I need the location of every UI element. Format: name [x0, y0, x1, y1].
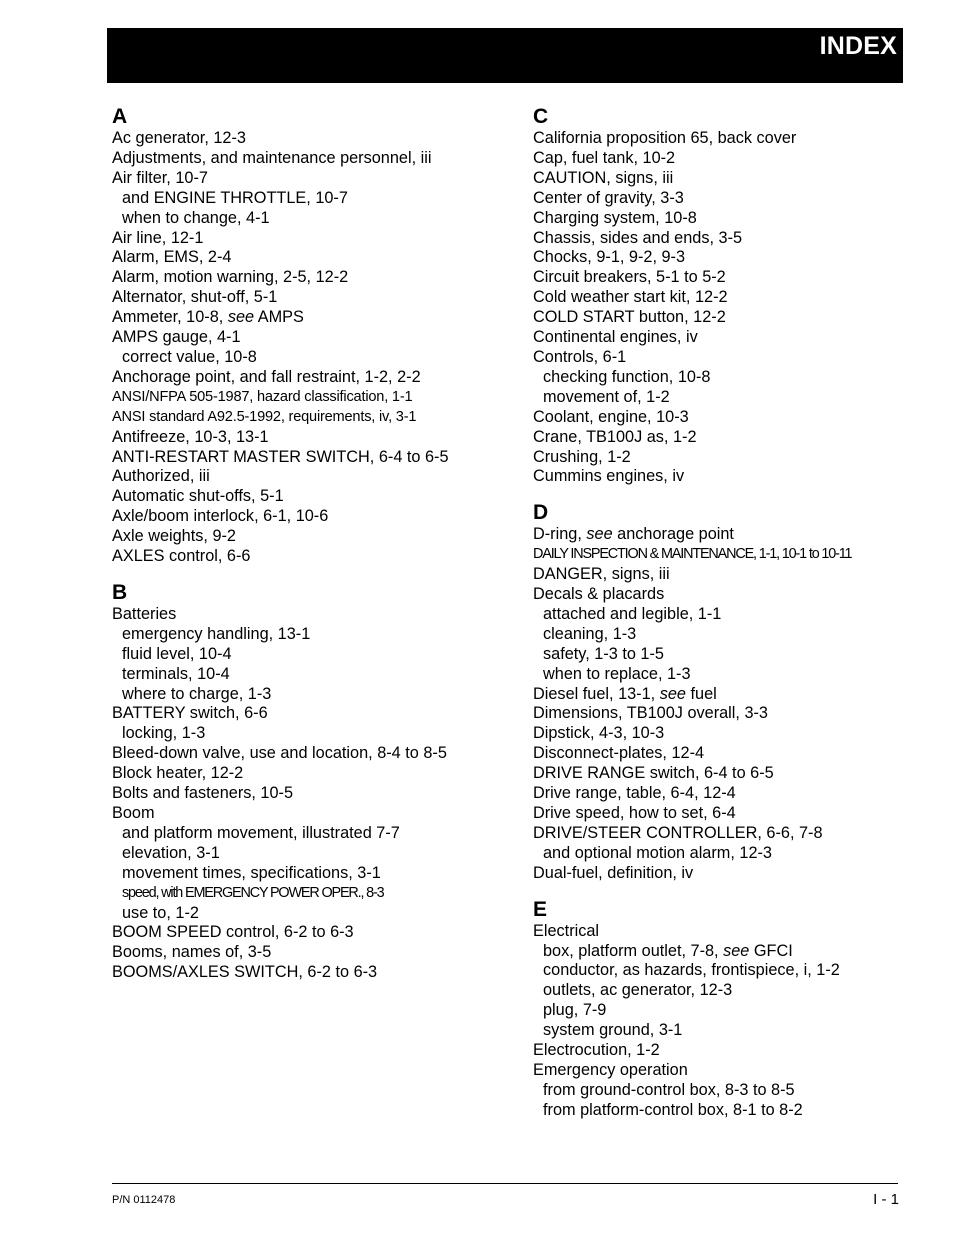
- footer-divider: [112, 1183, 898, 1184]
- index-entry: Drive speed, how to set, 6-4: [533, 804, 736, 822]
- index-entry: Axle weights, 9-2: [112, 527, 236, 546]
- index-entry: Drive range, table, 6-4, 12-4: [533, 784, 736, 803]
- index-entry: [533, 685, 913, 705]
- entry-reference-target: fuel: [685, 684, 717, 703]
- index-subentry: fluid level, 10-4: [122, 644, 232, 663]
- index-entry: Center of gravity, 3-3: [533, 188, 684, 207]
- page-title: INDEX: [819, 32, 897, 60]
- index-entry: Emergency operation: [533, 1060, 688, 1079]
- index-entry: Bleed-down valve, use and location, 8-4 to 8-5: [112, 744, 447, 763]
- index-entry: Cap, fuel tank, 10-2: [533, 148, 676, 167]
- index-entry: Circuit breakers, 5-1 to 5-2: [533, 268, 726, 287]
- index-entry: [112, 308, 512, 328]
- part-number: P/N 0112478: [112, 1194, 176, 1206]
- index-entry: Booms, names of, 3-5: [112, 943, 272, 962]
- page-number: I - 1: [873, 1191, 899, 1208]
- index-entry: Electrocution, 1-2: [533, 1041, 660, 1060]
- index-entry: Alarm, motion warning, 2-5, 12-2: [112, 268, 349, 287]
- index-subentry: when to change, 4-1: [122, 208, 270, 227]
- index-subentry: and platform movement, illustrated 7-7: [122, 823, 400, 842]
- index-section: [112, 105, 512, 567]
- index-entry: Cummins engines, iv: [533, 467, 685, 486]
- entry-text: box, platform outlet, 7-8,: [543, 941, 724, 960]
- index-section: [533, 501, 913, 883]
- index-entry: DAILY INSPECTION & MAINTENANCE, 1-1, 10-1 to 10-11: [533, 546, 852, 563]
- index-entry: Boom: [112, 804, 155, 822]
- index-entry: Charging system, 10-8: [533, 208, 697, 227]
- index-subentry: movement of, 1-2: [543, 387, 670, 406]
- see-reference: see: [227, 308, 255, 327]
- see-reference: see: [586, 525, 613, 544]
- index-entry: Controls, 6-1: [533, 347, 627, 366]
- index-subentry: where to charge, 1-3: [122, 684, 272, 703]
- index-entry: BOOM SPEED control, 6-2 to 6-3: [112, 923, 354, 942]
- index-entry: DRIVE RANGE switch, 6-4 to 6-5: [533, 764, 774, 783]
- index-section: [112, 581, 512, 983]
- index-entry: Ac generator, 12-3: [112, 129, 246, 147]
- header-bar: [107, 28, 903, 83]
- index-subentry: when to replace, 1-3: [543, 664, 691, 683]
- index-subentry: locking, 1-3: [122, 724, 206, 743]
- index-entry: DANGER, signs, iii: [533, 565, 670, 584]
- index-entry: Dual-fuel, definition, iv: [533, 863, 694, 882]
- index-entry: Chassis, sides and ends, 3-5: [533, 228, 743, 247]
- index-entry: Electrical: [533, 921, 600, 940]
- index-entry: Air filter, 10-7: [112, 168, 208, 187]
- index-entry: AXLES control, 6-6: [112, 547, 251, 566]
- index-entry: California proposition 65, back cover: [533, 129, 797, 147]
- index-subentry: cleaning, 1-3: [543, 624, 637, 643]
- section-letter: D: [533, 501, 549, 525]
- index-subentry: safety, 1-3 to 1-5: [543, 644, 664, 663]
- index-entry: Crushing, 1-2: [533, 447, 631, 466]
- index-subentry: emergency handling, 13-1: [122, 624, 311, 643]
- index-subentry: from platform-control box, 8-1 to 8-2: [543, 1100, 803, 1119]
- entry-text: D-ring,: [533, 525, 587, 544]
- index-entry: Anchorage point, and fall restraint, 1-2, 2-2: [112, 367, 421, 386]
- index-entry: Cold weather start kit, 12-2: [533, 288, 728, 307]
- index-subentry: use to, 1-2: [122, 903, 199, 922]
- index-section: [533, 898, 913, 1121]
- index-entry: Dipstick, 4-3, 10-3: [533, 724, 665, 743]
- index-subentry: and optional motion alarm, 12-3: [543, 843, 772, 862]
- entry-reference-target: AMPS: [254, 308, 304, 327]
- index-subentry: [533, 942, 913, 962]
- section-letter: C: [533, 105, 549, 128]
- index-entry: CAUTION, signs, iii: [533, 168, 674, 187]
- index-entry: Air line, 12-1: [112, 228, 204, 247]
- index-entry: Automatic shut-offs, 5-1: [112, 487, 284, 506]
- index-subentry: movement times, specifications, 3-1: [122, 863, 381, 882]
- index-subentry: elevation, 3-1: [122, 843, 220, 862]
- index-subentry: conductor, as hazards, frontispiece, i, 1-2: [543, 961, 840, 980]
- index-entry: BOOMS/AXLES SWITCH, 6-2 to 6-3: [112, 963, 378, 982]
- index-entry: Disconnect-plates, 12-4: [533, 744, 705, 763]
- section-letter: B: [112, 580, 128, 604]
- section-letter: A: [112, 105, 128, 128]
- index-entry: Continental engines, iv: [533, 328, 698, 347]
- index-entry: Adjustments, and maintenance personnel, iii: [112, 148, 432, 167]
- index-entry: Decals & placards: [533, 585, 665, 604]
- index-entry: COLD START button, 12-2: [533, 308, 726, 327]
- index-subentry: terminals, 10-4: [122, 664, 230, 683]
- see-reference: see: [659, 684, 686, 703]
- entry-reference-target: GFCI: [749, 941, 793, 960]
- entry-text: Ammeter, 10-8,: [112, 308, 228, 327]
- index-entry: AMPS gauge, 4-1: [112, 328, 241, 347]
- index-subentry: system ground, 3-1: [543, 1021, 683, 1040]
- index-entry: Dimensions, TB100J overall, 3-3: [533, 704, 768, 723]
- see-reference: see: [723, 941, 750, 960]
- index-entry: Chocks, 9-1, 9-2, 9-3: [533, 248, 686, 267]
- index-entry: Alarm, EMS, 2-4: [112, 248, 232, 267]
- index-entry: Axle/boom interlock, 6-1, 10-6: [112, 507, 329, 526]
- index-entry: ANSI/NFPA 505-1987, hazard classification, 1-1: [112, 388, 413, 405]
- index-column-right: [533, 105, 913, 1135]
- index-column-left: [112, 105, 512, 997]
- section-letter: E: [533, 897, 548, 921]
- index-subentry: and ENGINE THROTTLE, 10-7: [122, 188, 348, 207]
- index-entry: Alternator, shut-off, 5-1: [112, 288, 278, 307]
- index-entry: Batteries: [112, 604, 177, 623]
- index-subentry: from ground-control box, 8-3 to 8-5: [543, 1080, 795, 1099]
- index-entry: Antifreeze, 10-3, 13-1: [112, 427, 269, 446]
- index-entry: Bolts and fasteners, 10-5: [112, 784, 294, 803]
- index-entry: ANTI-RESTART MASTER SWITCH, 6-4 to 6-5: [112, 447, 449, 466]
- index-subentry: attached and legible, 1-1: [543, 604, 722, 623]
- index-subentry: checking function, 10-8: [543, 367, 711, 386]
- index-entry: BATTERY switch, 6-6: [112, 704, 268, 723]
- index-entry: DRIVE/STEER CONTROLLER, 6-6, 7-8: [533, 823, 823, 842]
- index-subentry: plug, 7-9: [543, 1001, 607, 1020]
- index-entry: [533, 525, 913, 545]
- index-entry: Block heater, 12-2: [112, 764, 244, 783]
- index-entry: ANSI standard A92.5-1992, requirements, iv, 3-1: [112, 408, 417, 425]
- entry-reference-target: anchorage point: [612, 525, 734, 544]
- index-entry: Crane, TB100J as, 1-2: [533, 427, 697, 446]
- index-subentry: outlets, ac generator, 12-3: [543, 981, 733, 1000]
- index-entry: Authorized, iii: [112, 467, 210, 486]
- entry-text: Diesel fuel, 13-1,: [533, 684, 660, 703]
- index-entry: Coolant, engine, 10-3: [533, 407, 689, 426]
- index-subentry: speed, with EMERGENCY POWER OPER., 8-3: [122, 884, 384, 901]
- index-section: [533, 105, 913, 487]
- index-subentry: correct value, 10-8: [122, 347, 257, 366]
